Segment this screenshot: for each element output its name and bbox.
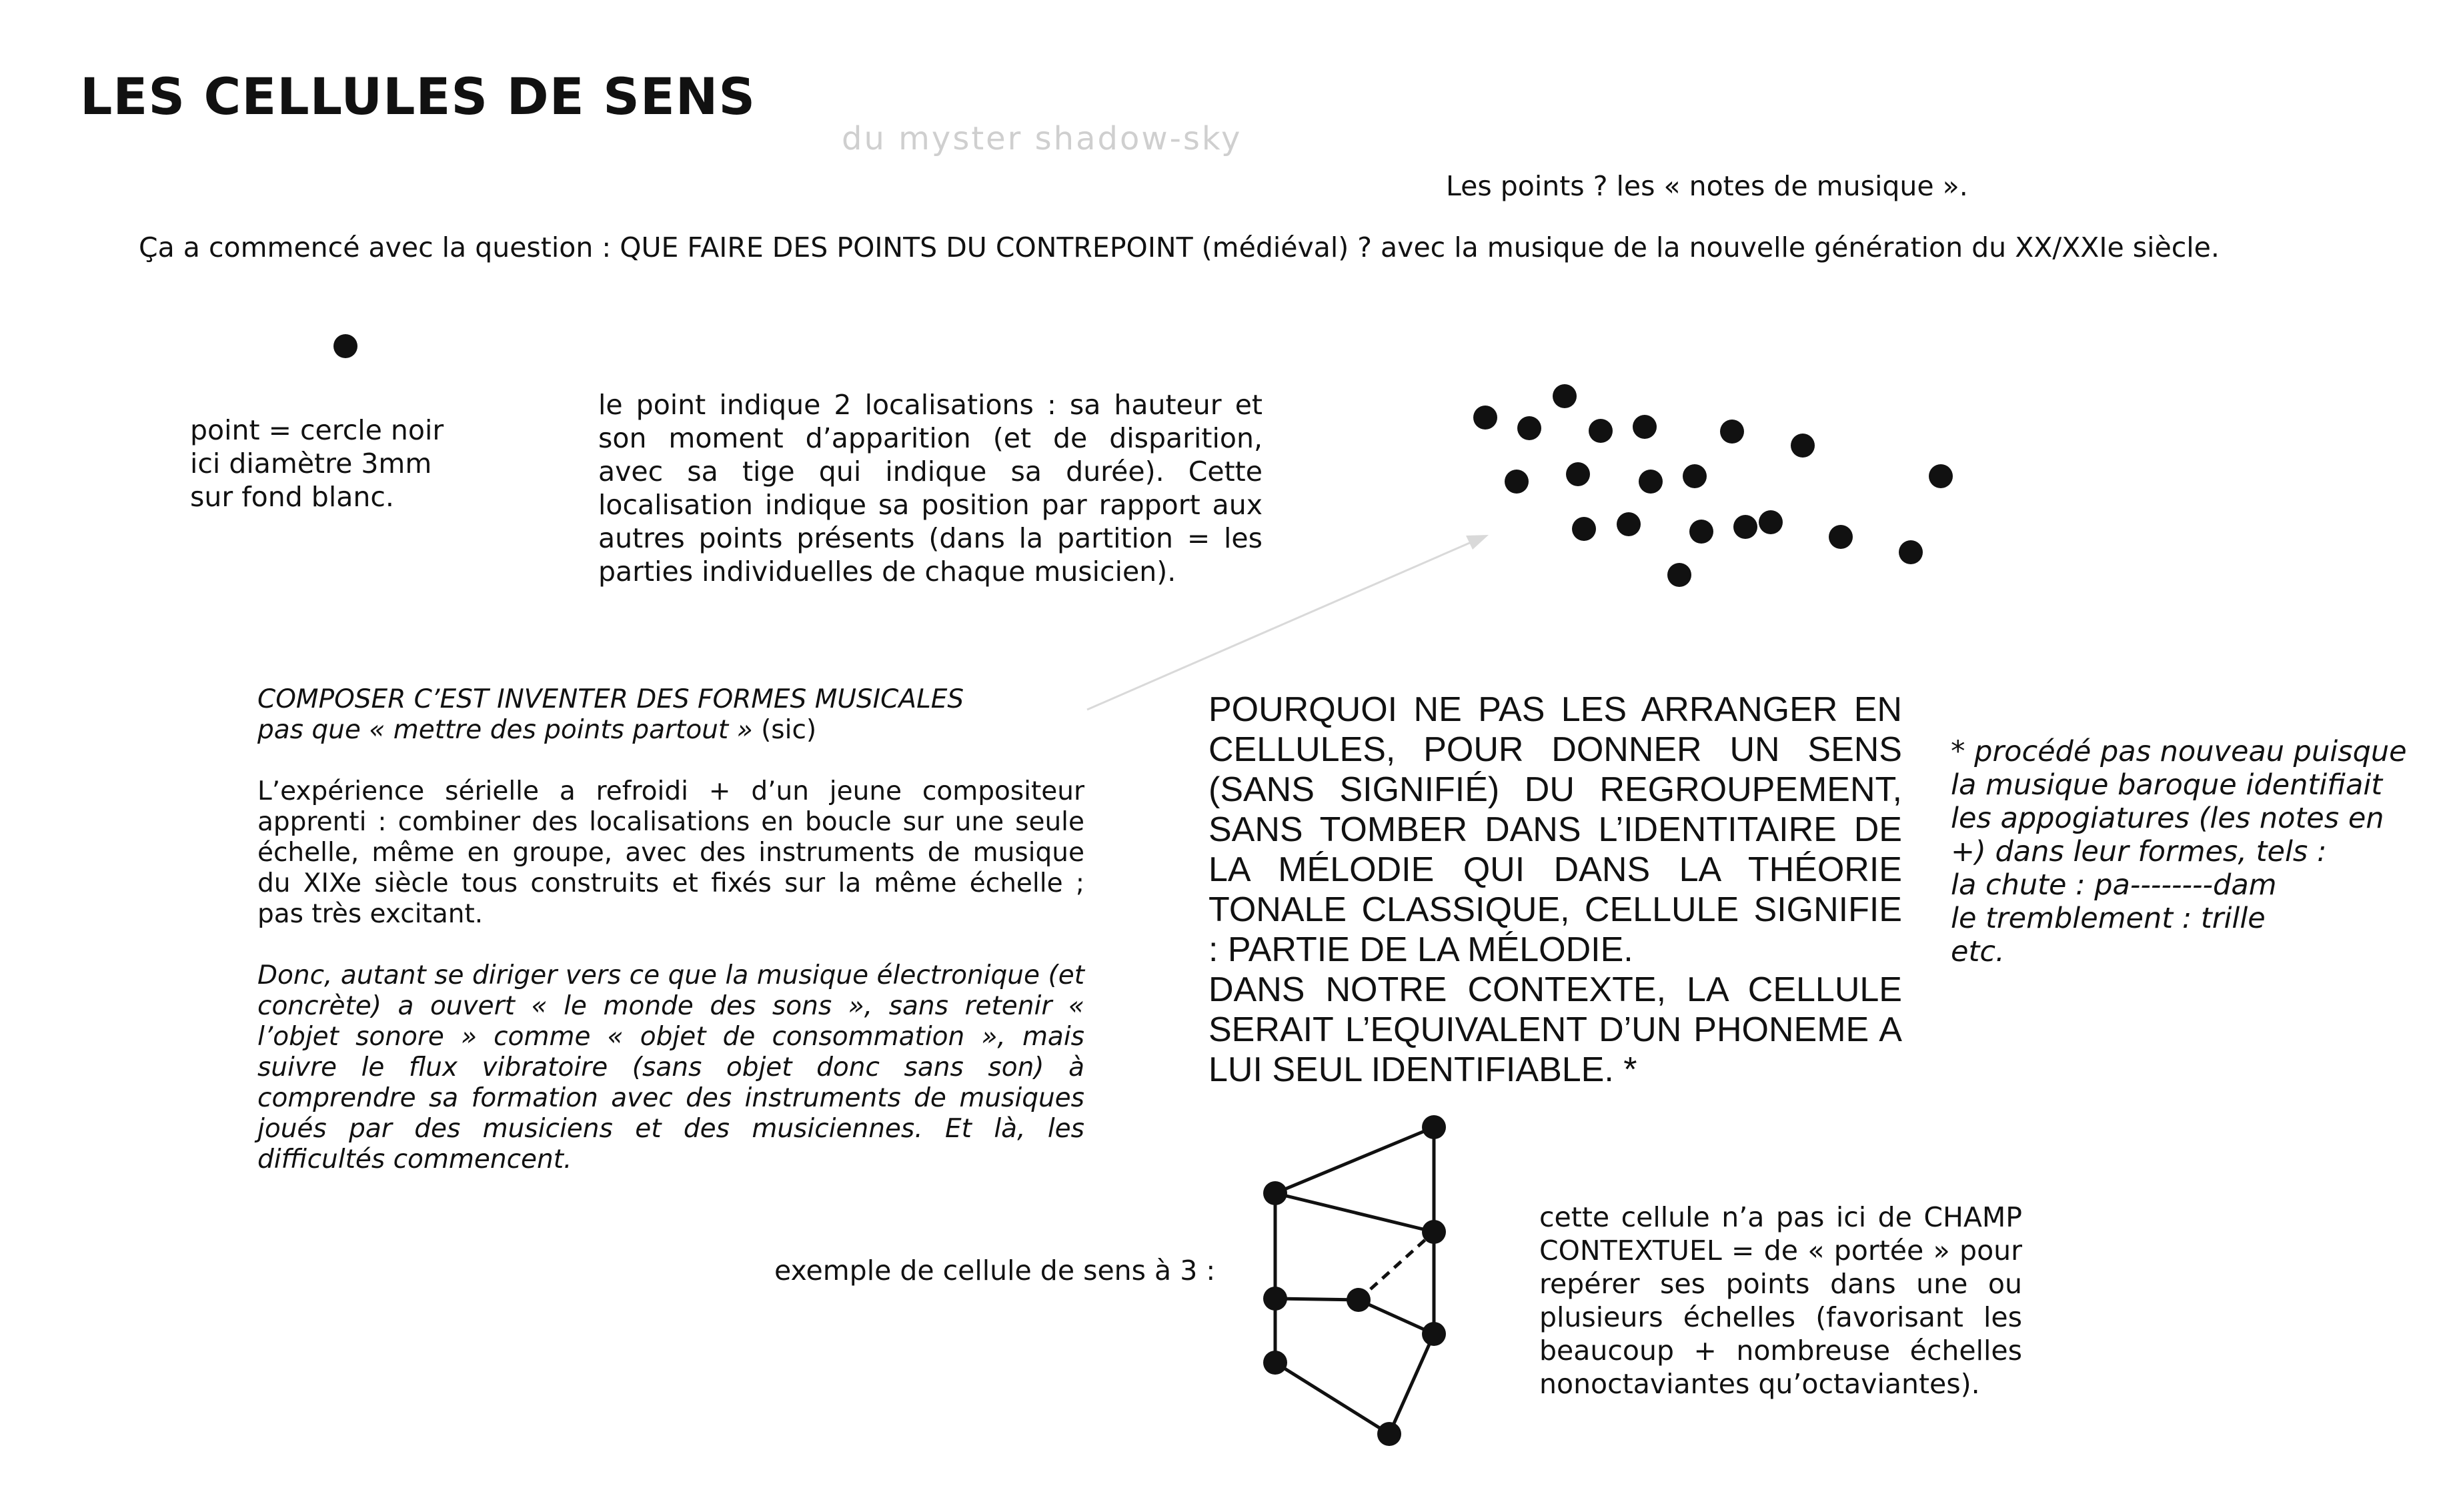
example-label: exemple de cellule de sens à 3 : <box>774 1255 1216 1287</box>
serial-paragraph: L’expérience sérielle a refroidi + d’un jeune compositeur apprenti : combiner des localisations en boucle sur une seule échelle, même en groupe, avec des instruments de musique du XIXe siècle tous construits et fixés sur la même échelle ; pas très excitant. <box>257 776 1084 929</box>
cloud-point <box>1505 470 1529 494</box>
cloud-point <box>1759 510 1783 534</box>
points-question: Les points ? les « notes de musique ». <box>1446 170 1968 202</box>
cell-node <box>1422 1115 1446 1139</box>
cell-node <box>1422 1322 1446 1346</box>
footnote-line: +) dans leur formes, tels : <box>1951 835 2327 868</box>
footnote-line: les appogiatures (les notes en <box>1951 802 2384 835</box>
cloud-point <box>1733 515 1757 539</box>
cloud-point <box>1566 462 1590 486</box>
footnote-line: la musique baroque identifiait <box>1951 768 2383 802</box>
footnote-line: etc. <box>1951 935 2005 968</box>
cell-node <box>1263 1181 1287 1205</box>
cell-diagram <box>1275 1127 1434 1434</box>
composer-heading: COMPOSER C’EST INVENTER DES FORMES MUSICALES <box>257 684 964 714</box>
cloud-point <box>1929 464 1953 488</box>
cell-node <box>1422 1220 1446 1244</box>
author-subtitle: du myster shadow-sky <box>842 120 1243 157</box>
cell-diagram-nodes <box>1263 1115 1446 1446</box>
point-cloud <box>1473 384 1953 587</box>
single-point <box>333 334 357 358</box>
cloud-point <box>1517 416 1541 440</box>
composer-subheading-plain: (sic) <box>752 715 817 745</box>
cell-node <box>1347 1288 1371 1312</box>
footnote-line: le tremblement : trille <box>1951 902 2266 935</box>
cloud-point <box>1791 434 1815 458</box>
cloud-point <box>1667 563 1691 587</box>
cloud-point <box>1899 540 1923 564</box>
cell-node <box>1263 1351 1287 1375</box>
cloud-point <box>1720 420 1744 444</box>
cell-node <box>1377 1422 1401 1446</box>
cloud-point <box>1572 517 1596 541</box>
composer-subheading-italic: pas que « mettre des points partout » <box>257 715 753 745</box>
cloud-point <box>1589 419 1613 443</box>
cloud-point <box>1639 470 1663 494</box>
example-caption: cette cellule n’a pas ici de CHAMP CONTEXTUEL = de « portée » pour repérer ses points dans une ou plusieurs échelles (favorisant les beaucoup + nombreuse échelles nonoctaviantes qu’octaviantes). <box>1539 1201 2022 1400</box>
footnote-line: * procédé pas nouveau puisque <box>1951 735 2407 768</box>
footnote-line: la chute : pa--------dam <box>1951 868 2277 902</box>
electronic-paragraph: Donc, autant se diriger vers ce que la musique électronique (et concrète) a ouvert « le monde des sons », sans retenir « l’objet sonore » comme « objet de consommation », mais suivre le flux vibratoire (sans objet donc sans son) à comprendre sa formation avec des instruments de musiques joués par des musiciens et des musiciennes. Et là, les difficultés commencent. <box>257 960 1084 1175</box>
point-definition-line: sur fond blanc. <box>190 481 394 513</box>
origin-question: Ça a commencé avec la question : QUE FAIRE DES POINTS DU CONTREPOINT (médiéval) ? avec la musique de la nouvelle génération du XX/XXIe siècle. <box>139 231 2220 263</box>
cloud-point <box>1617 512 1641 536</box>
point-definition-line: point = cercle noir <box>190 414 444 446</box>
cell-node <box>1263 1287 1287 1311</box>
point-definition-line: ici diamètre 3mm <box>190 448 432 480</box>
cloud-point <box>1689 520 1713 544</box>
localisation-paragraph: le point indique 2 localisations : sa hauteur et son moment d’apparition (et de disparition, avec sa tige qui indique sa durée). Cette localisation indique sa position par rapport aux autres points présents (dans la partition = les parties individuelles de chaque musicien). <box>598 389 1263 588</box>
cells-question-paragraph: POURQUOI NE PAS LES ARRANGER EN CELLULES, POUR DONNER UN SENS (SANS SIGNIFIÉ) DU REGROUPEMENT, SANS TOMBER DANS L’IDENTITAIRE DE LA MÉLODIE QUI DANS LA THÉORIE TONALE CLASSIQUE, CELLULE SIGNIFIE : PARTIE DE LA MÉLODIE. <box>1208 690 1902 969</box>
arrow-to-cloud <box>1087 535 1489 710</box>
cloud-point <box>1633 415 1657 439</box>
page-title: LES CELLULES DE SENS <box>80 67 756 126</box>
cloud-point <box>1553 384 1577 408</box>
cloud-point <box>1829 525 1853 549</box>
cloud-point <box>1473 406 1497 430</box>
cells-question-paragraph: DANS NOTRE CONTEXTE, LA CELLULE SERAIT L’EQUIVALENT D’UN PHONEME A LUI SEUL IDENTIFIABLE. * <box>1208 970 1902 1089</box>
cloud-point <box>1683 464 1707 488</box>
arrowhead-icon <box>1466 535 1489 550</box>
